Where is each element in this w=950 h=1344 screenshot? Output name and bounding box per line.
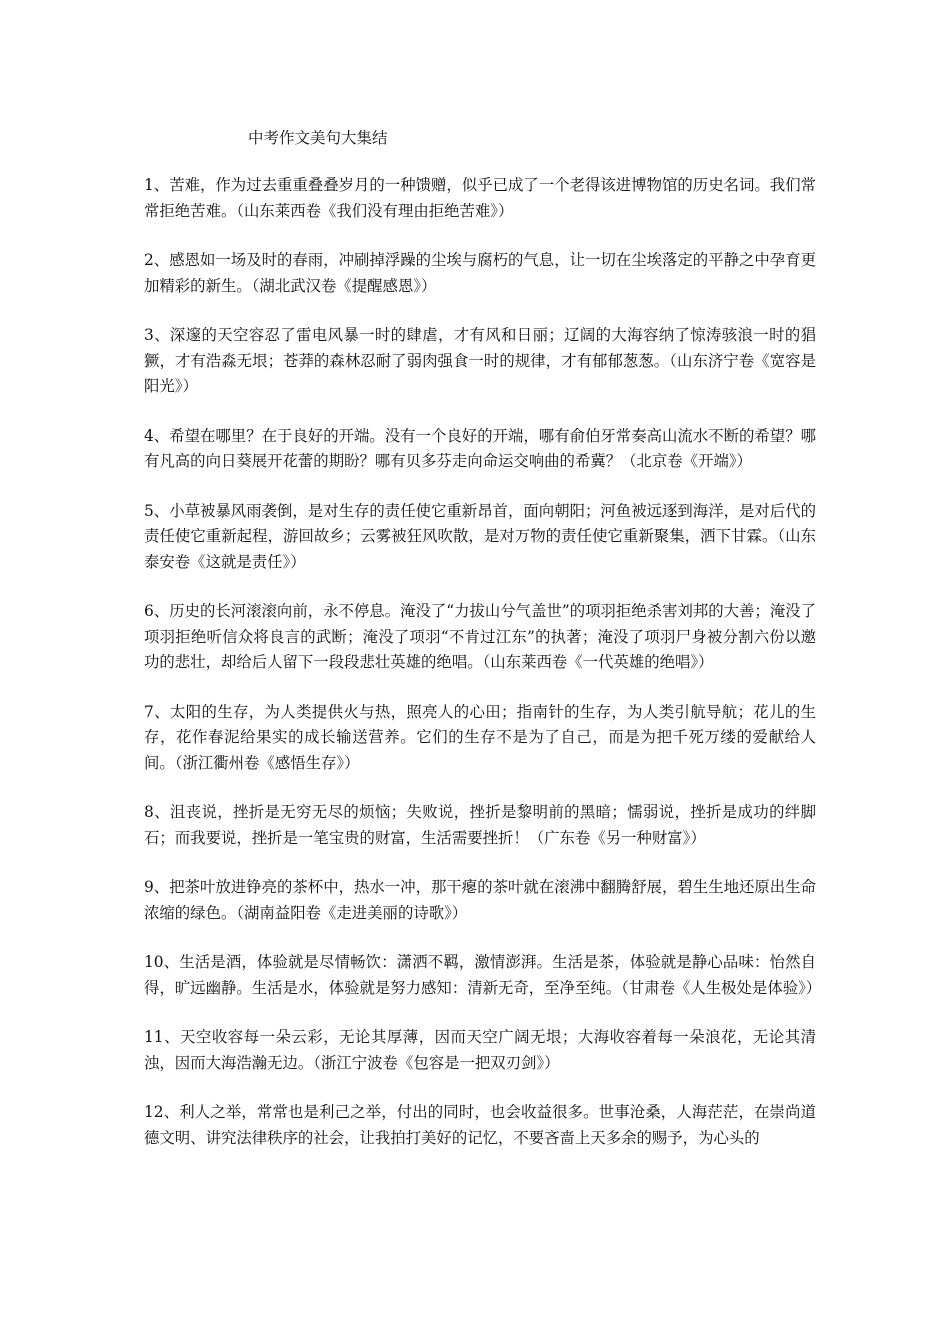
paragraph-3: 3、深邃的天空容忍了雷电风暴一时的肆虐，才有风和日丽；辽阔的大海容纳了惊涛骇浪一时的猖獗，才有浩淼无垠；苍莽的森林忍耐了弱肉强食一时的规律，才有郁郁葱葱。（山东济宁卷《宽容是阳光》）: [144, 326, 816, 395]
paragraph-5: 5、小草被暴风雨袭倒，是对生存的责任使它重新昂首，面向朝阳；河鱼被远逐到海洋，是对后代的责任使它重新起程，游回故乡；云雾被狂风吹散，是对万物的责任使它重新聚集，洒下甘霖。（山东泰安卷《这就是责任》）: [144, 501, 816, 571]
paragraph-2: 2、感恩如一场及时的春雨，冲刷掉浮躁的尘埃与腐朽的气息，让一切在尘埃落定的平静之中孕育更加精彩的新生。（湖北武汉卷《提醒感恩》）: [144, 251, 816, 295]
paragraph-11: 11、天空收容每一朵云彩，无论其厚薄，因而天空广阔无垠；大海收容着每一朵浪花，无论其清浊，因而大海浩瀚无边。（浙江宁波卷《包容是一把双刃剑》）: [144, 1028, 816, 1072]
document-body: [144, 173, 822, 1175]
paragraph-1: 1、苦难，作为过去重重叠叠岁月的一种馈赠，似乎已成了一个老得该进博物馆的历史名词。我们常常拒绝苦难。（山东莱西卷《我们没有理由拒绝苦难》）: [144, 176, 816, 220]
paragraph-6: 6、历史的长河滚滚向前，永不停息。淹没了“力拔山兮气盖世”的项羽拒绝杀害刘邦的大善；淹没了项羽拒绝听信众将良言的武断；淹没了项羽“不肯过江东”的执著；淹没了项羽尸身被分割六份以邀功的悲壮，却给后人留下一段段悲壮英雄的绝唱。（山东莱西卷《一代英雄的绝唱》）: [144, 602, 816, 671]
paragraph-12: 12、利人之举，常常也是利己之举，付出的同时，也会收益很多。世事沧桑，人海茫茫，在崇尚道德文明、讲究法律秩序的社会，让我拍打美好的记忆，不要吝啬上天多余的赐予，为心头的: [144, 1103, 816, 1147]
paragraph-9: 9、把茶叶放进铮亮的茶杯中，热水一冲，那干瘪的茶叶就在滚沸中翻腾舒展，碧生生地还原出生命浓缩的绿色。（湖南益阳卷《走进美丽的诗歌》）: [144, 878, 816, 922]
paragraph-4: 4、希望在哪里？在于良好的开端。没有一个良好的开端，哪有俞伯牙常奏高山流水不断的希望？哪有凡高的向日葵展开花蕾的期盼？哪有贝多芬走向命运交响曲的希冀？（北京卷《开端》）: [144, 426, 816, 470]
paragraph-10: 10、生活是酒，体验就是尽情畅饮：潇洒不羁，激情澎湃。生活是茶，体验就是静心品味：怡然自得，旷远幽静。生活是水，体验就是努力感知：清新无奇，至净至纯。（甘肃卷《人生极处是体验》）: [144, 953, 822, 997]
paragraph-7: 7、太阳的生存，为人类提供火与热，照亮人的心田；指南针的生存，为人类引航导航；花儿的生存，花作春泥给果实的成长输送营养。它们的生存不是为了自己，而是为把千死万缕的爱献给人间。（浙江衢州卷《感悟生存》）: [144, 702, 816, 772]
paragraph-8: 8、沮丧说，挫折是无穷无尽的烦恼；失败说，挫折是黎明前的黑暗；懦弱说，挫折是成功的绊脚石；而我要说，挫折是一笔宝贵的财富，生活需要挫折！（广东卷《另一种财富》）: [144, 803, 816, 847]
document-title: 中考作文美句大集结: [248, 129, 388, 147]
